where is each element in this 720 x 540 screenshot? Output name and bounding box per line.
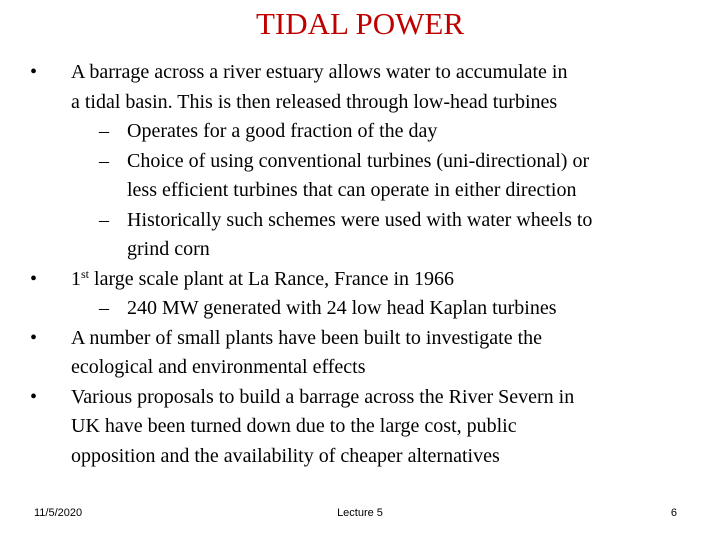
bullet-text-rest: large scale plant at La Rance, France in 1966 — [89, 267, 455, 290]
bullet-text-line — [71, 265, 720, 295]
bullet-text-line: A number of small plants have been built to investigate the — [71, 326, 543, 349]
sub-text-line: less efficient turbines that can operate in either direction — [127, 179, 577, 201]
bullet-marker: • — [30, 385, 38, 408]
bullet-item-severn — [0, 383, 720, 472]
bullet-text-line: a tidal basin. This is then released through low-head turbines — [71, 90, 558, 113]
bullet-item-la-rance — [0, 265, 720, 295]
dash-marker: – — [99, 297, 109, 319]
sub-item-operates — [0, 117, 720, 147]
bullet-marker: • — [30, 267, 38, 290]
dash-marker: – — [99, 149, 109, 172]
bullet-text-line: opposition and the availability of cheaper alternatives — [71, 444, 500, 467]
slide-title: TIDAL POWER — [255, 6, 465, 41]
sub-item-turbine-choice — [0, 147, 720, 206]
footer-date: 11/5/2020 — [34, 507, 83, 519]
sub-text-line: Historically such schemes were used with water wheels to — [127, 208, 593, 231]
sub-text-line: Operates for a good fraction of the day — [127, 120, 438, 142]
bullet-text-line: ecological and environmental effects — [71, 356, 366, 378]
slide-content — [0, 58, 720, 471]
footer-lecture: Lecture 5 — [337, 507, 383, 519]
sub-item-history — [0, 206, 720, 265]
sub-text-line: grind corn — [127, 238, 210, 260]
sub-text-line: Choice of using conventional turbines (uni-directional) or — [127, 149, 590, 172]
sub-text-line: 240 MW generated with 24 low head Kaplan turbines — [127, 297, 557, 319]
bullet-marker: • — [30, 61, 38, 83]
bullet-item-barrage — [0, 58, 720, 117]
bullet-text-line: Various proposals to build a barrage across the River Severn in — [71, 385, 575, 408]
footer-page-number: 6 — [670, 507, 677, 519]
bullet-item-small-plants — [0, 324, 720, 383]
sub-item-capacity — [0, 294, 720, 324]
bullet-text-line: UK have been turned down due to the large cost, public — [71, 415, 517, 437]
bullet-text-line: A barrage across a river estuary allows water to accumulate in — [71, 61, 568, 83]
ordinal-number: 1 — [71, 267, 81, 290]
dash-marker: – — [99, 208, 109, 231]
bullet-marker: • — [30, 326, 38, 349]
ordinal-suffix: st — [81, 266, 90, 281]
dash-marker: – — [99, 120, 109, 142]
